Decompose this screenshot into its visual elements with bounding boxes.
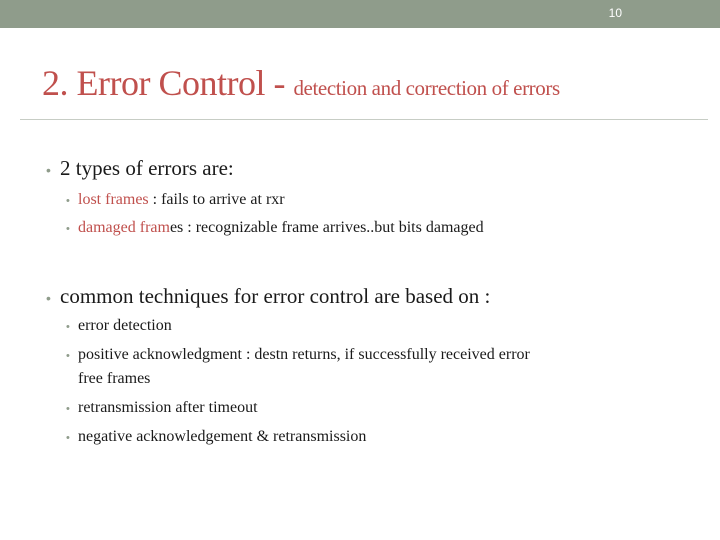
bullet-icon: • — [46, 162, 51, 178]
bullet-icon: • — [66, 403, 70, 415]
bullet-text: retransmission after timeout — [78, 399, 258, 416]
bullet-icon: • — [66, 432, 70, 444]
bullet-icon: • — [46, 290, 51, 306]
sub-bullet-lost-frames — [66, 191, 285, 209]
term-lost-frames: lost frames — [78, 191, 149, 208]
sub-bullet-error-detection — [66, 317, 172, 335]
sub-bullet-negative-ack — [66, 428, 366, 446]
sub-bullet-damaged-frames — [66, 219, 484, 237]
bullet-text: es : recognizable frame arrives..but bits damaged — [169, 219, 484, 236]
title-main: 2. Error Control - — [42, 63, 294, 103]
term-damaged-frames: damaged fram — [78, 219, 170, 236]
bullet-text: common techniques for error control are based on : — [60, 284, 491, 308]
sub-bullet-positive-ack — [66, 346, 530, 364]
top-bar — [0, 0, 720, 28]
bullet-icon: • — [66, 350, 70, 362]
bullet-text: 2 types of errors are: — [60, 156, 234, 180]
bullet-text: : fails to arrive at rxr — [148, 191, 285, 208]
bullet-icon: • — [66, 321, 70, 333]
bullet-text: positive acknowledgment : destn returns, if successfully received error — [78, 346, 530, 363]
bullet-techniques — [46, 284, 490, 309]
title-divider — [20, 119, 708, 120]
slide-title — [42, 62, 560, 104]
sub-bullet-retransmission — [66, 399, 258, 417]
sub-bullet-positive-ack-continued: free frames — [78, 370, 151, 387]
bullet-text: negative acknowledgement & retransmission — [78, 428, 367, 445]
title-subtitle: detection and correction of errors — [293, 76, 560, 100]
bullet-icon: • — [66, 195, 70, 207]
bullet-icon: • — [66, 223, 70, 235]
bullet-error-types — [46, 156, 234, 181]
bullet-text: error detection — [78, 317, 172, 334]
page-number: 10 — [608, 6, 622, 20]
